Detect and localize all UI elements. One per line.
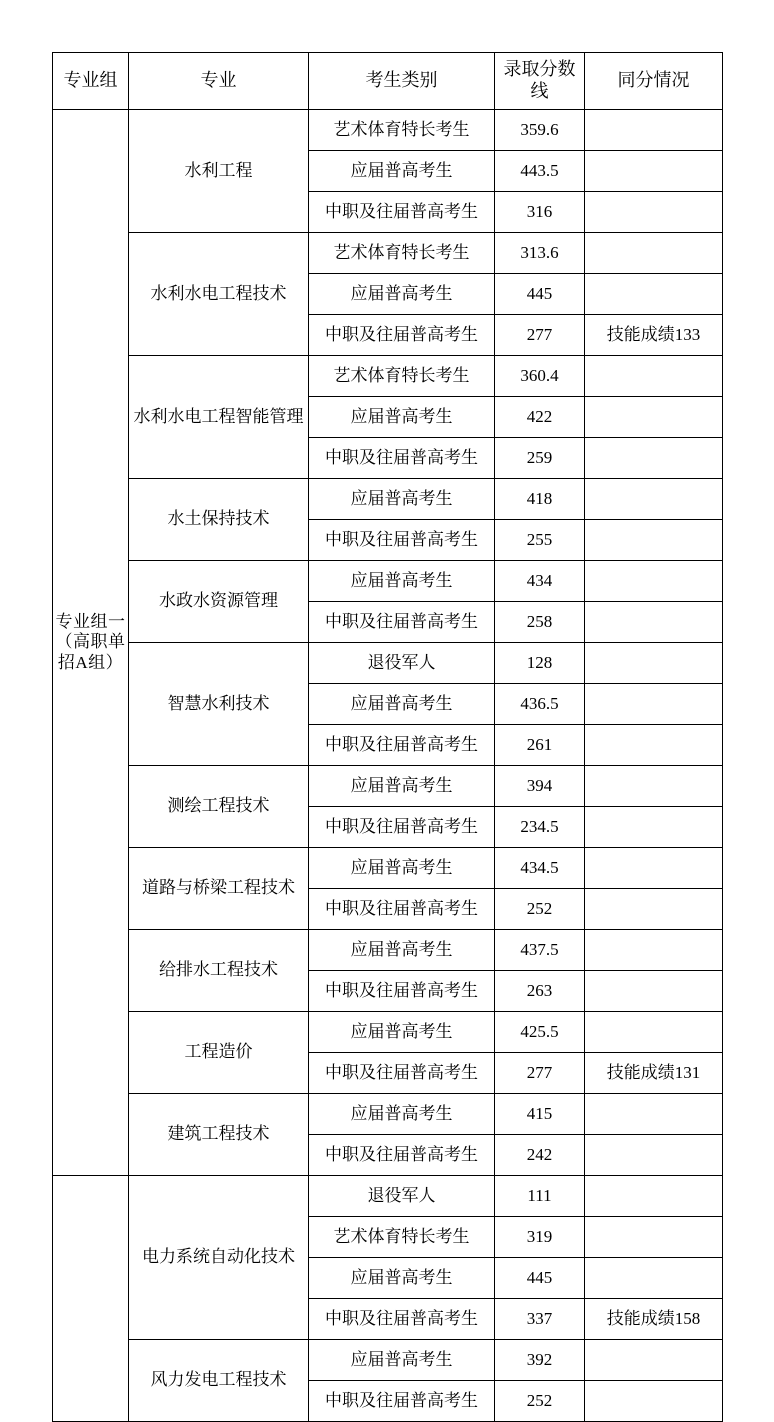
cell-admission-score: 255 xyxy=(495,520,585,561)
cell-candidate-category: 中职及往届普高考生 xyxy=(309,315,495,356)
cell-candidate-category: 艺术体育特长考生 xyxy=(309,233,495,274)
cell-candidate-category: 应届普高考生 xyxy=(309,1340,495,1381)
cell-tiebreak-note xyxy=(585,1217,723,1258)
cell-candidate-category: 应届普高考生 xyxy=(309,479,495,520)
cell-candidate-category: 艺术体育特长考生 xyxy=(309,356,495,397)
cell-admission-score: 436.5 xyxy=(495,684,585,725)
cell-admission-score: 234.5 xyxy=(495,807,585,848)
cell-admission-score: 422 xyxy=(495,397,585,438)
cell-tiebreak-note xyxy=(585,233,723,274)
cell-candidate-category: 退役军人 xyxy=(309,643,495,684)
cell-major-group: 专业组一（高职单招A组） xyxy=(53,110,129,1176)
table-row xyxy=(53,930,723,971)
cell-tiebreak-note xyxy=(585,479,723,520)
column-header-major: 专业 xyxy=(129,53,309,110)
table-row xyxy=(53,766,723,807)
cell-major-name: 建筑工程技术 xyxy=(129,1094,309,1176)
cell-admission-score: 242 xyxy=(495,1135,585,1176)
cell-admission-score: 313.6 xyxy=(495,233,585,274)
cell-admission-score: 319 xyxy=(495,1217,585,1258)
cell-admission-score: 415 xyxy=(495,1094,585,1135)
cell-candidate-category: 中职及往届普高考生 xyxy=(309,1135,495,1176)
cell-major-name: 给排水工程技术 xyxy=(129,930,309,1012)
cell-admission-score: 252 xyxy=(495,1381,585,1422)
cell-candidate-category: 应届普高考生 xyxy=(309,684,495,725)
table-header-row xyxy=(53,53,723,110)
cell-candidate-category: 中职及往届普高考生 xyxy=(309,1381,495,1422)
cell-admission-score: 394 xyxy=(495,766,585,807)
cell-tiebreak-note xyxy=(585,151,723,192)
table-row xyxy=(53,479,723,520)
cell-admission-score: 263 xyxy=(495,971,585,1012)
cell-tiebreak-note xyxy=(585,520,723,561)
cell-candidate-category: 应届普高考生 xyxy=(309,848,495,889)
cell-admission-score: 445 xyxy=(495,1258,585,1299)
cell-tiebreak-note xyxy=(585,807,723,848)
cell-admission-score: 252 xyxy=(495,889,585,930)
cell-tiebreak-note xyxy=(585,684,723,725)
cell-candidate-category: 中职及往届普高考生 xyxy=(309,1299,495,1340)
cell-tiebreak-note xyxy=(585,192,723,233)
cell-tiebreak-note xyxy=(585,438,723,479)
cell-tiebreak-note: 技能成绩131 xyxy=(585,1053,723,1094)
cell-major-name: 电力系统自动化技术 xyxy=(129,1176,309,1340)
column-header-category: 考生类别 xyxy=(309,53,495,110)
cell-admission-score: 258 xyxy=(495,602,585,643)
cell-tiebreak-note xyxy=(585,889,723,930)
cell-major-name: 风力发电工程技术 xyxy=(129,1340,309,1422)
cell-tiebreak-note: 技能成绩133 xyxy=(585,315,723,356)
cell-candidate-category: 中职及往届普高考生 xyxy=(309,192,495,233)
cell-major-name: 智慧水利技术 xyxy=(129,643,309,766)
cell-candidate-category: 应届普高考生 xyxy=(309,1258,495,1299)
cell-major-name: 水利水电工程智能管理 xyxy=(129,356,309,479)
cell-candidate-category: 中职及往届普高考生 xyxy=(309,602,495,643)
cell-admission-score: 434 xyxy=(495,561,585,602)
table-row xyxy=(53,1176,723,1217)
cell-tiebreak-note xyxy=(585,1381,723,1422)
cell-tiebreak-note xyxy=(585,643,723,684)
cell-major-name: 工程造价 xyxy=(129,1012,309,1094)
cell-admission-score: 359.6 xyxy=(495,110,585,151)
cell-tiebreak-note xyxy=(585,274,723,315)
table-row xyxy=(53,643,723,684)
cell-admission-score: 360.4 xyxy=(495,356,585,397)
cell-admission-score: 111 xyxy=(495,1176,585,1217)
cell-candidate-category: 中职及往届普高考生 xyxy=(309,971,495,1012)
cell-candidate-category: 应届普高考生 xyxy=(309,1094,495,1135)
cell-admission-score: 418 xyxy=(495,479,585,520)
cell-admission-score: 337 xyxy=(495,1299,585,1340)
cell-admission-score: 277 xyxy=(495,1053,585,1094)
cell-tiebreak-note xyxy=(585,725,723,766)
cell-tiebreak-note xyxy=(585,602,723,643)
cell-candidate-category: 中职及往届普高考生 xyxy=(309,1053,495,1094)
cell-admission-score: 277 xyxy=(495,315,585,356)
cell-admission-score: 128 xyxy=(495,643,585,684)
cell-tiebreak-note xyxy=(585,1258,723,1299)
table-row xyxy=(53,233,723,274)
cell-candidate-category: 退役军人 xyxy=(309,1176,495,1217)
cell-admission-score: 316 xyxy=(495,192,585,233)
cell-tiebreak-note xyxy=(585,848,723,889)
column-header-score: 录取分数线 xyxy=(495,53,585,110)
cell-tiebreak-note: 技能成绩158 xyxy=(585,1299,723,1340)
cell-tiebreak-note xyxy=(585,930,723,971)
cell-tiebreak-note xyxy=(585,110,723,151)
cell-candidate-category: 应届普高考生 xyxy=(309,930,495,971)
cell-admission-score: 392 xyxy=(495,1340,585,1381)
cell-major-name: 水土保持技术 xyxy=(129,479,309,561)
cell-admission-score: 443.5 xyxy=(495,151,585,192)
cell-major-name: 测绘工程技术 xyxy=(129,766,309,848)
cell-admission-score: 434.5 xyxy=(495,848,585,889)
cell-tiebreak-note xyxy=(585,561,723,602)
cell-admission-score: 445 xyxy=(495,274,585,315)
cell-tiebreak-note xyxy=(585,971,723,1012)
cell-tiebreak-note xyxy=(585,356,723,397)
cell-candidate-category: 中职及往届普高考生 xyxy=(309,520,495,561)
cell-tiebreak-note xyxy=(585,1340,723,1381)
table-row xyxy=(53,356,723,397)
cell-tiebreak-note xyxy=(585,1135,723,1176)
cell-tiebreak-note xyxy=(585,766,723,807)
column-header-group: 专业组 xyxy=(53,53,129,110)
cell-admission-score: 259 xyxy=(495,438,585,479)
cell-candidate-category: 艺术体育特长考生 xyxy=(309,110,495,151)
cell-major-name: 水利工程 xyxy=(129,110,309,233)
cell-candidate-category: 应届普高考生 xyxy=(309,1012,495,1053)
cell-tiebreak-note xyxy=(585,1094,723,1135)
table-row xyxy=(53,1012,723,1053)
cell-candidate-category: 应届普高考生 xyxy=(309,151,495,192)
cell-major-name: 道路与桥梁工程技术 xyxy=(129,848,309,930)
table-row xyxy=(53,561,723,602)
cell-tiebreak-note xyxy=(585,397,723,438)
cell-candidate-category: 应届普高考生 xyxy=(309,766,495,807)
cell-admission-score: 437.5 xyxy=(495,930,585,971)
cell-tiebreak-note xyxy=(585,1176,723,1217)
table-row xyxy=(53,110,723,151)
admission-score-table xyxy=(52,52,723,1422)
cell-major-group xyxy=(53,1176,129,1422)
cell-tiebreak-note xyxy=(585,1012,723,1053)
cell-candidate-category: 应届普高考生 xyxy=(309,274,495,315)
cell-major-name: 水利水电工程技术 xyxy=(129,233,309,356)
table-row xyxy=(53,1094,723,1135)
cell-admission-score: 261 xyxy=(495,725,585,766)
cell-candidate-category: 艺术体育特长考生 xyxy=(309,1217,495,1258)
cell-candidate-category: 中职及往届普高考生 xyxy=(309,889,495,930)
column-header-tiebreak: 同分情况 xyxy=(585,53,723,110)
cell-candidate-category: 应届普高考生 xyxy=(309,561,495,602)
table-row xyxy=(53,848,723,889)
cell-candidate-category: 中职及往届普高考生 xyxy=(309,438,495,479)
cell-candidate-category: 中职及往届普高考生 xyxy=(309,725,495,766)
table-row xyxy=(53,1340,723,1381)
cell-candidate-category: 应届普高考生 xyxy=(309,397,495,438)
cell-major-name: 水政水资源管理 xyxy=(129,561,309,643)
cell-candidate-category: 中职及往届普高考生 xyxy=(309,807,495,848)
cell-admission-score: 425.5 xyxy=(495,1012,585,1053)
table-body xyxy=(53,110,723,1422)
table-header xyxy=(53,53,723,110)
